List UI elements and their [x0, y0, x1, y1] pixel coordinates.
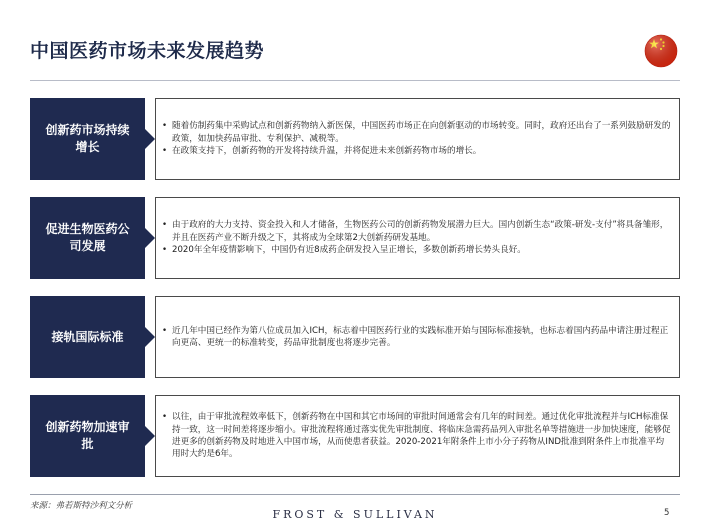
- arrow-right-icon: [145, 327, 155, 347]
- trend-label: 创新药物加速审批: [30, 395, 145, 477]
- trend-content: [155, 296, 680, 378]
- trend-row-accelerated-approval: [30, 395, 680, 477]
- bullet-item: • 由于政府的大力支持、资金投入和人才储备，生物医药公司的创新药物发展潜力巨大。国内创新生态“政策-研发-支付”将具备雏形，并且在医药产业不断升级之下，其将成为全球第2大创新药研发基地。: [162, 219, 671, 244]
- footer-divider: [30, 494, 680, 495]
- bullet-item: • 在政策支持下，创新药物的开发将持续升温，并将促进未来创新药物市场的增长。: [162, 145, 671, 157]
- bullet-item: • 随着仿制药集中采购试点和创新药物纳入新医保，中国医药市场正在向创新驱动的市场转变。同时，政府还出台了一系列鼓励研发的政策，如加快药品审批、专利保护、减税等。: [162, 120, 671, 145]
- trend-content: [155, 98, 680, 180]
- arrow-right-icon: [145, 228, 155, 248]
- page-title: 中国医药市场未来发展趋势: [30, 40, 265, 62]
- title-divider: [30, 80, 680, 81]
- arrow-right-icon: [145, 426, 155, 446]
- china-flag-icon: [644, 34, 678, 68]
- arrow-right-icon: [145, 129, 155, 149]
- trend-row-innovative-market: [30, 98, 680, 180]
- brand-logo: FROST & SULLIVAN: [272, 508, 438, 521]
- trend-label: 接轨国际标准: [30, 296, 145, 378]
- trend-row-biopharma: [30, 197, 680, 279]
- trend-content: [155, 197, 680, 279]
- trend-row-international-standards: [30, 296, 680, 378]
- bullet-item: • 以往，由于审批流程效率低下，创新药物在中国和其它市场间的审批时间通常会有几年的时间差。通过优化审批流程并与ICH标准保持一致，这一时间差将逐步缩小。审批流程将通过落实优先审批制度、将临床急需药品列入审批名单等措施进一步加快速度，能够促进更多的创新药物及时地进入中国市场，从而使患者获益。2020-2021年附条件上市小分子药物从IND批准到附条件上市批准平均用时大约是6年。: [162, 411, 671, 461]
- trend-label: 促进生物医药公司发展: [30, 197, 145, 279]
- trend-content: [155, 395, 680, 477]
- bullet-item: • 近几年中国已经作为第八位成员加入ICH，标志着中国医药行业的实践标准开始与国际标准接轨，也标志着国内药品申请注册过程正向更高、更统一的标准转变，药品审批制度也将逐步完善。: [162, 325, 671, 350]
- trend-label: 创新药市场持续增长: [30, 98, 145, 180]
- page-number: 5: [664, 508, 670, 518]
- bullet-item: • 2020年全年疫情影响下，中国仍有近8成药企研发投入呈正增长，多数创新药增长势头良好。: [162, 244, 671, 256]
- source-note: 来源：弗若斯特沙利文分析: [30, 501, 133, 511]
